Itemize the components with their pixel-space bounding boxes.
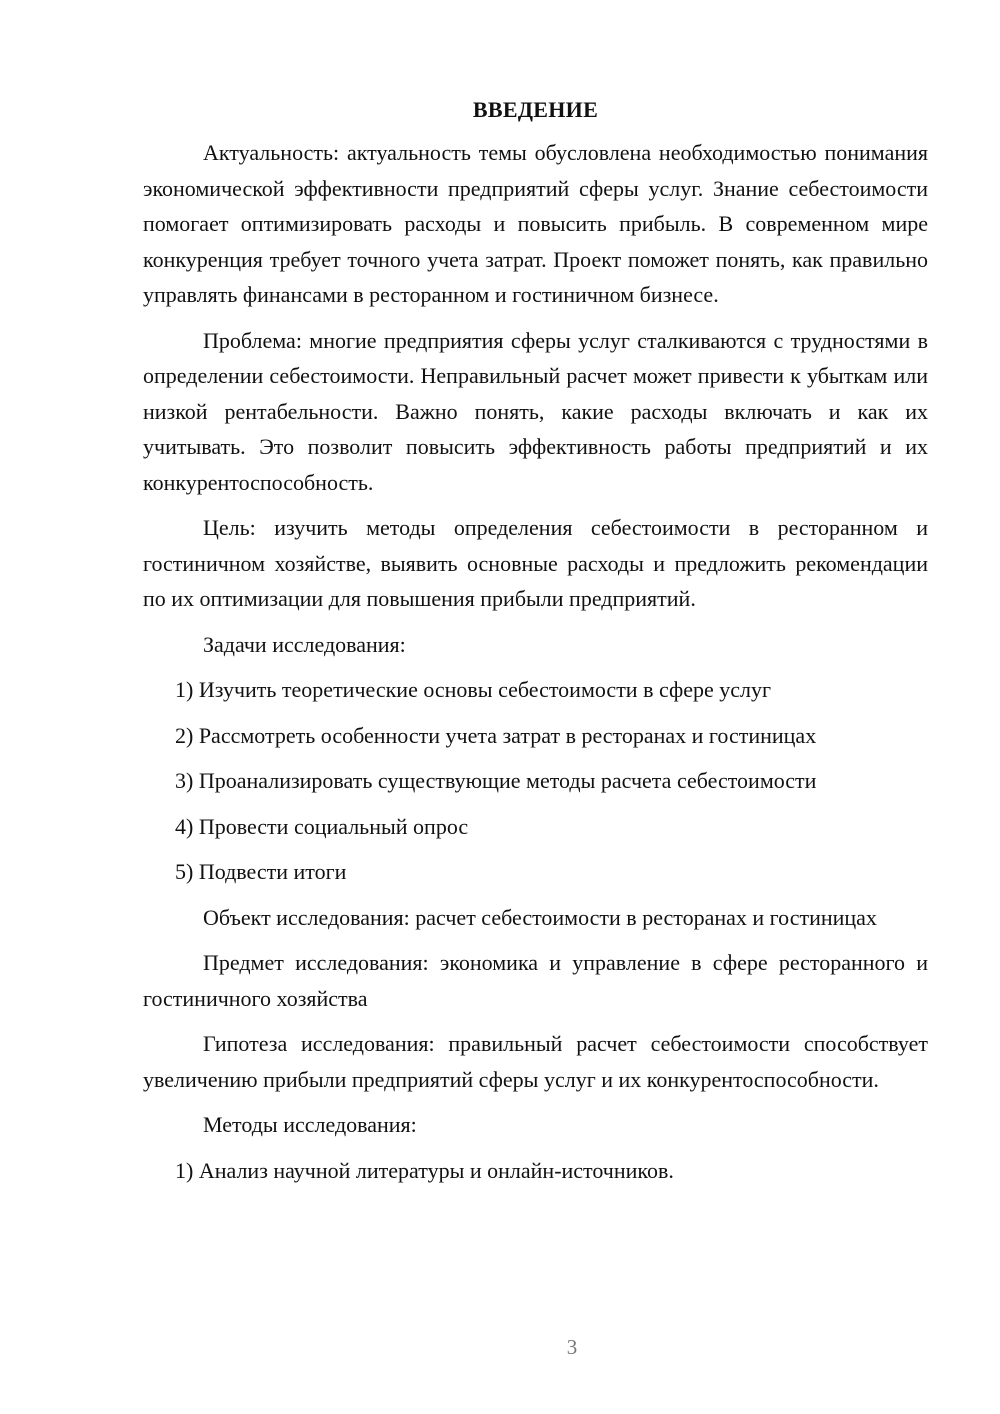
task-item: 5) Подвести итоги bbox=[175, 859, 347, 884]
subject-paragraph: Предмет исследования: экономика и управление в сфере ресторанного и гостиничного хозяйства bbox=[143, 950, 928, 1011]
method-item: 1) Анализ научной литературы и онлайн-источников. bbox=[175, 1157, 674, 1183]
task-item: 3) Проанализировать существующие методы расчета себестоимости bbox=[175, 768, 817, 793]
object-paragraph: Объект исследования: расчет себестоимости в ресторанах и гостиницах bbox=[203, 904, 877, 930]
tasks-heading: Задачи исследования: bbox=[203, 631, 406, 657]
goal-paragraph: Цель: изучить методы определения себестоимости в ресторанном и гостиничном хозяйстве, выявить основные расходы и предложить рекомендации по их оптимизации для повышения прибыли предприятий. bbox=[143, 515, 928, 611]
relevance-paragraph: Актуальность: актуальность темы обусловлена необходимостью понимания экономической эффективности предприятий сферы услуг. Знание себестоимости помогает оптимизировать расходы и повысить прибыль. В современном мире конкуренция требует точного учета затрат. Проект поможет понять, как правильно управлять финансами в ресторанном и гостиничном бизнесе. bbox=[143, 140, 928, 307]
hypothesis-paragraph: Гипотеза исследования: правильный расчет себестоимости способствует увеличению прибыли предприятий сферы услуг и их конкурентоспособности. bbox=[143, 1031, 928, 1092]
tasks-list bbox=[143, 672, 928, 890]
task-item: 4) Провести социальный опрос bbox=[175, 813, 469, 839]
methods-heading: Методы исследования: bbox=[203, 1112, 417, 1137]
problem-paragraph: Проблема: многие предприятия сферы услуг сталкиваются с трудностями в определении себестоимости. Неправильный расчет может привести к убыткам или низкой рентабельности. Важно понять, какие расходы включать и как их учитывать. Это позволит повысить эффективность работы предприятий и их конкурентоспособность. bbox=[143, 327, 928, 495]
page-content bbox=[143, 95, 928, 1198]
methods-list bbox=[143, 1153, 928, 1189]
task-item: 2) Рассмотреть особенности учета затрат в ресторанах и гостиницах bbox=[175, 722, 817, 748]
page-number: 3 bbox=[566, 1335, 578, 1359]
section-title: ВВЕДЕНИЕ bbox=[472, 97, 599, 122]
task-item: 1) Изучить теоретические основы себестоимости в сфере услуг bbox=[175, 677, 772, 702]
